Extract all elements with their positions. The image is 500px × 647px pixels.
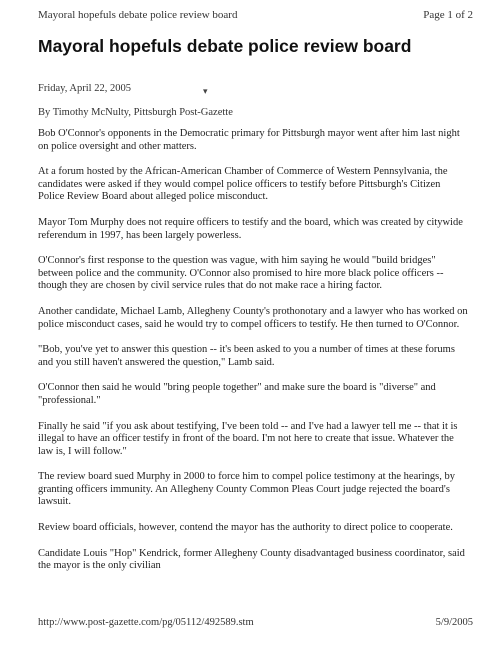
print-header-title: Mayoral hopefuls debate police review board [38, 9, 238, 21]
print-header-page-number: Page 1 of 2 [423, 9, 473, 21]
article-paragraph: Mayor Tom Murphy does not require officers to testify and the board, which was created by citywide referendum in 1997, has been largely powerless. [38, 216, 463, 241]
article-paragraph: O'Connor's first response to the question was vague, with him saying he would "build bridges" between police and the community. O'Connor also promised to hire more black police officers -- though they are chosen by civil service rules that do not make race a hiring factor. [38, 255, 444, 292]
article-paragraph: Bob O'Connor's opponents in the Democratic primary for Pittsburgh mayor went after him last night on police oversight and other matters. [38, 128, 460, 152]
article-paragraph: O'Connor then said he would "bring people together" and make sure the board is "diverse" and "professional." [38, 382, 436, 406]
article-paragraph: Finally he said "if you ask about testifying, I've been told -- and I've had a lawyer tell me -- that it is illegal to have an officer testify in front of the board. I'm not here to create that issue. Whatever the law is, I will follow." [38, 420, 458, 457]
article-paragraph: Another candidate, Michael Lamb, Allegheny County's prothonotary and a lawyer who has worked on police misconduct cases, said he would try to compel officers to testify. He then turned to O'Connor. [38, 305, 468, 330]
print-footer-url: http://www.post-gazette.com/pg/05112/492589.stm [38, 617, 254, 628]
article-paragraph: Candidate Louis "Hop" Kendrick, former Allegheny County disadvantaged business coordinator, said the mayor is the only civilian [38, 547, 465, 572]
article-paragraph: The review board sued Murphy in 2000 to force him to compel police testimony at the hearings, by granting officers immunity. An Allegheny County Common Pleas Court judge rejected the board's lawsuit. [38, 471, 455, 508]
article-headline: Mayoral hopefuls debate police review board [38, 36, 412, 56]
article-paragraph: "Bob, you've yet to answer this question -- it's been asked to you a number of times at these forums and you still haven't answered the question," Lamb said. [38, 344, 455, 368]
article-date: Friday, April 22, 2005 [38, 83, 131, 94]
article-body [38, 128, 468, 586]
article-paragraph: At a forum hosted by the African-American Chamber of Commerce of Western Pennsylvania, the candidates were asked if they would compel police officers to testify before Pittsburgh's Citizen Police Review Board about alleged police misconduct. [38, 166, 448, 203]
print-footer-date: 5/9/2005 [435, 617, 473, 628]
article-paragraph: Review board officials, however, contend the mayor has the authority to direct police to cooperate. [38, 522, 453, 534]
stray-mark: ▾ [203, 86, 208, 96]
article-byline: By Timothy McNulty, Pittsburgh Post-Gazette [38, 107, 233, 118]
